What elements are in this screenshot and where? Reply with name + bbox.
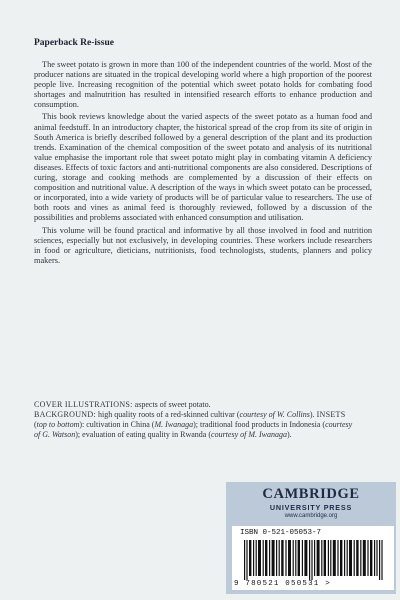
paragraph-contents: This book reviews knowledge about the varied aspects of the sweet potato as a human food and animal feedstuff. In an introductory chapter, the historical spread of the crop from its site of origin in South America is briefly described followed by a general description of the plant and its production trends. Examination of the chemical composition of the sweet potato and analysis of its nutritional value emphasise the important role that sweet potato might play in combating vitamin A deficiency diseases. Effects of toxic factors and anti-nutritional components are also considered. Descriptions of curing, storage and cooking methods are complemented by a discussion of their effects on composition and nutritional value. A description of the ways in which sweet potato can be processed, or incorporated, into a wide variety of products will be of particular value to researchers. The use of both roots and vines as animal feed is thoroughly reviewed, followed by a discussion of the possibilities and problems associated with enhanced consumption and utilisation. [34, 112, 372, 223]
cover-illustration-credits [34, 400, 354, 440]
insets-close: ). [287, 430, 292, 439]
background-close: ). [309, 410, 317, 419]
isbn-barcode-box [232, 526, 394, 590]
insets-credit-indonesia: courtesy of G. Watson [34, 420, 353, 439]
publisher-name: CAMBRIDGE [262, 486, 360, 502]
insets-open: ( [34, 420, 37, 429]
insets-order: top to bottom [36, 420, 80, 429]
cover-illustrations-label: COVER ILLUSTRATIONS: [34, 400, 133, 409]
isbn-label: ISBN 0-521-05053-7 [240, 529, 322, 537]
heading: Paperback Re-issue [34, 38, 114, 48]
insets-indonesia: ); traditional food products in Indonesia ( [193, 420, 326, 429]
insets-credit-china: M. Iwanaga [154, 420, 194, 429]
publisher-block [226, 482, 396, 594]
cover-illustrations-text: aspects of sweet potato. [132, 400, 211, 409]
insets-china: ): cultivation in China ( [79, 420, 155, 429]
publisher-url: www.cambridge.org [284, 513, 338, 519]
insets-credit-rwanda: courtesy of M. Iwanaga [211, 430, 288, 439]
publisher-subtitle: UNIVERSITY PRESS [269, 503, 353, 512]
cover-illustrations-line [34, 400, 354, 410]
insets-label: INSETS [316, 410, 346, 419]
background-line [34, 410, 354, 440]
background-text: high quality roots of a red-skinned cultivar ( [95, 410, 240, 419]
paragraph-intro: The sweet potato is grown in more than 100 of the independent countries of the world. Most of the producer nations are situated in the tropical developing world where a high proportion of the poorest people live. Increasing recognition of the potential which sweet potato holds for combating food shortages and malnutrition has resulted in intensified research efforts to enhance production and consumption. [34, 60, 372, 110]
insets-rwanda: ); evaluation of eating quality in Rwanda ( [75, 430, 212, 439]
background-label: BACKGROUND: [34, 410, 96, 419]
description [34, 60, 372, 266]
paragraph-audience: This volume will be found practical and informative by all those involved in food and nutrition sciences, especially but not exclusively, in developing countries. These workers include researchers in food or agriculture, dieticians, nutritionists, food technologists, students, planners and policy makers. [34, 225, 372, 265]
background-credit: courtesy of W. Collins [239, 410, 310, 419]
barcode-digits: 9 780521 050531 > [234, 580, 331, 588]
barcode-icon [242, 540, 388, 580]
